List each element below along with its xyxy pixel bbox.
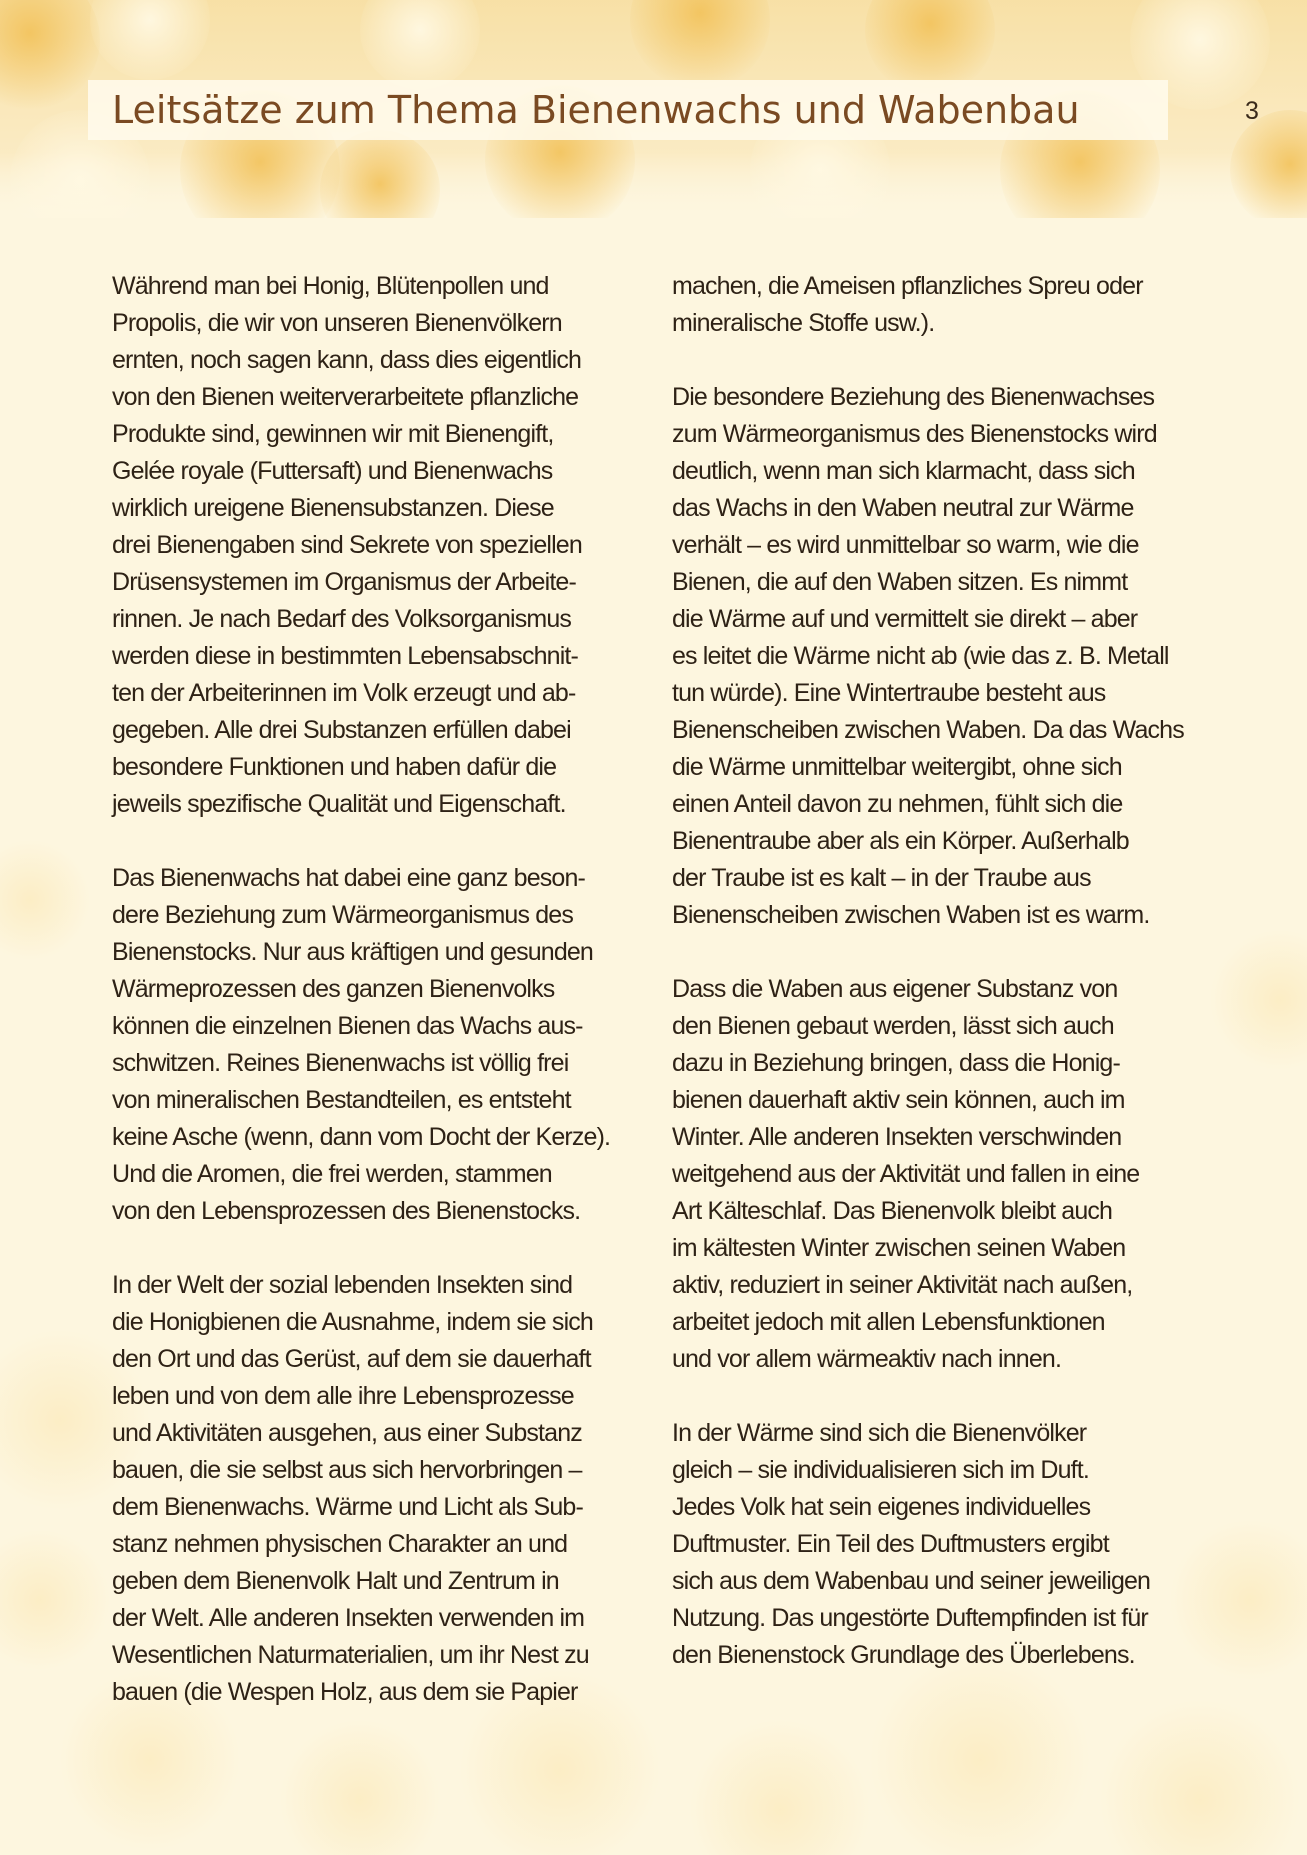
page-number: 3 bbox=[1245, 97, 1259, 125]
text-line: In der Wärme sind sich die Bienenvölker bbox=[672, 1419, 1087, 1447]
text-line: bauen (die Wespen Holz, aus dem sie Papier bbox=[112, 1678, 578, 1706]
text-line: bauen, die sie selbst aus sich hervorbringen – bbox=[112, 1456, 582, 1484]
text-line: es leitet die Wärme nicht ab (wie das z. B. Metall bbox=[672, 642, 1169, 670]
paragraph-left-2 bbox=[112, 860, 640, 1230]
text-line: tun würde). Eine Wintertraube besteht aus bbox=[672, 679, 1106, 707]
text-line: Duftmuster. Ein Teil des Duftmusters ergibt bbox=[672, 1530, 1109, 1558]
text-line: Während man bei Honig, Blütenpollen und bbox=[112, 272, 549, 300]
text-line: Art Kälteschlaf. Das Bienenvolk bleibt auch bbox=[672, 1197, 1113, 1225]
text-line: von mineralischen Bestandteilen, es entsteht bbox=[112, 1086, 571, 1114]
text-line: und Aktivitäten ausgehen, aus einer Substanz bbox=[112, 1419, 582, 1447]
text-line: schwitzen. Reines Bienenwachs ist völlig frei bbox=[112, 1049, 569, 1077]
text-line: rinnen. Je nach Bedarf des Volksorganismus bbox=[112, 605, 572, 633]
text-line: im kältesten Winter zwischen seinen Waben bbox=[672, 1234, 1126, 1262]
text-line: aktiv, reduziert in seiner Aktivität nach außen, bbox=[672, 1271, 1133, 1299]
text-column-right bbox=[672, 268, 1208, 1711]
text-line: weitgehend aus der Aktivität und fallen in eine bbox=[672, 1160, 1140, 1188]
text-line: Bienenscheiben zwischen Waben. Da das Wachs bbox=[672, 716, 1184, 744]
text-line: Wesentlichen Naturmaterialien, um ihr Nest zu bbox=[112, 1641, 589, 1669]
text-line: Propolis, die wir von unseren Bienenvölkern bbox=[112, 309, 562, 337]
paragraph-left-1 bbox=[112, 268, 640, 823]
text-line: von den Lebensprozessen des Bienenstocks. bbox=[112, 1197, 581, 1225]
text-line: geben dem Bienenvolk Halt und Zentrum in bbox=[112, 1567, 559, 1595]
text-line: Drüsensystemen im Organismus der Arbeite- bbox=[112, 568, 576, 596]
text-line: den Bienenstock Grundlage des Überlebens. bbox=[672, 1641, 1135, 1669]
text-line: zum Wärmeorganismus des Bienenstocks wird bbox=[672, 420, 1157, 448]
text-line: Jedes Volk hat sein eigenes individuelles bbox=[672, 1493, 1091, 1521]
paragraph-right-2 bbox=[672, 379, 1208, 934]
paragraph-left-3 bbox=[112, 1267, 640, 1711]
text-line: Wärmeprozessen des ganzen Bienenvolks bbox=[112, 975, 555, 1003]
text-line: der Traube ist es kalt – in der Traube aus bbox=[672, 864, 1091, 892]
text-line: machen, die Ameisen pflanzliches Spreu oder bbox=[672, 272, 1143, 300]
text-line: In der Welt der sozial lebenden Insekten sind bbox=[112, 1271, 573, 1299]
text-line: Dass die Waben aus eigener Substanz von bbox=[672, 975, 1118, 1003]
text-line: leben und von dem alle ihre Lebensprozesse bbox=[112, 1382, 574, 1410]
text-line: bienen dauerhaft aktiv sein können, auch im bbox=[672, 1086, 1125, 1114]
text-line: Bienenscheiben zwischen Waben ist es warm. bbox=[672, 901, 1150, 929]
text-line: werden diese in bestimmten Lebensabschnit- bbox=[112, 642, 578, 670]
text-line: dazu in Beziehung bringen, dass die Honig- bbox=[672, 1049, 1120, 1077]
text-line: sich aus dem Wabenbau und seiner jeweiligen bbox=[672, 1567, 1151, 1595]
paragraph-right-4 bbox=[672, 1415, 1208, 1674]
text-column-left bbox=[112, 268, 640, 1748]
text-line: gegeben. Alle drei Substanzen erfüllen dabei bbox=[112, 716, 571, 744]
paragraph-right-1 bbox=[672, 268, 1208, 342]
text-line: und vor allem wärmeaktiv nach innen. bbox=[672, 1345, 1062, 1373]
text-line: gleich – sie individualisieren sich im Duft. bbox=[672, 1456, 1089, 1484]
text-line: von den Bienen weiterverarbeitete pflanzliche bbox=[112, 383, 579, 411]
text-line: arbeitet jedoch mit allen Lebensfunktionen bbox=[672, 1308, 1105, 1336]
text-line: verhält – es wird unmittelbar so warm, wie die bbox=[672, 531, 1139, 559]
text-line: die Honigbienen die Ausnahme, indem sie sich bbox=[112, 1308, 593, 1336]
text-line: Bienen, die auf den Waben sitzen. Es nimmt bbox=[672, 568, 1128, 596]
text-line: deutlich, wenn man sich klarmacht, dass sich bbox=[672, 457, 1135, 485]
text-line: Bienentraube aber als ein Körper. Außerhalb bbox=[672, 827, 1129, 855]
paragraph-right-3 bbox=[672, 971, 1208, 1378]
text-line: wirklich ureigene Bienensubstanzen. Diese bbox=[112, 494, 554, 522]
text-line: besondere Funktionen und haben dafür die bbox=[112, 753, 557, 781]
text-line: können die einzelnen Bienen das Wachs aus- bbox=[112, 1012, 583, 1040]
text-line: jeweils spezifische Qualität und Eigenschaft. bbox=[112, 790, 566, 818]
text-line: Die besondere Beziehung des Bienenwachses bbox=[672, 383, 1155, 411]
text-line: einen Anteil davon zu nehmen, fühlt sich die bbox=[672, 790, 1123, 818]
text-line: Gelée royale (Futtersaft) und Bienenwachs bbox=[112, 457, 553, 485]
text-line: dem Bienenwachs. Wärme und Licht als Sub- bbox=[112, 1493, 583, 1521]
text-line: Nutzung. Das ungestörte Duftempfinden ist für bbox=[672, 1604, 1148, 1632]
text-line: dere Beziehung zum Wärmeorganismus des bbox=[112, 901, 573, 929]
text-line: Winter. Alle anderen Insekten verschwinden bbox=[672, 1123, 1122, 1151]
text-line: der Welt. Alle anderen Insekten verwenden im bbox=[112, 1604, 585, 1632]
text-line: keine Asche (wenn, dann vom Docht der Kerze). bbox=[112, 1123, 611, 1151]
text-line: Und die Aromen, die frei werden, stammen bbox=[112, 1160, 552, 1188]
text-line: die Wärme auf und vermittelt sie direkt – aber bbox=[672, 605, 1138, 633]
text-line: das Wachs in den Waben neutral zur Wärme bbox=[672, 494, 1134, 522]
text-line: drei Bienengaben sind Sekrete von speziellen bbox=[112, 531, 582, 559]
text-line: die Wärme unmittelbar weitergibt, ohne sich bbox=[672, 753, 1122, 781]
text-line: den Ort und das Gerüst, auf dem sie dauerhaft bbox=[112, 1345, 591, 1373]
text-line: ernten, noch sagen kann, dass dies eigentlich bbox=[112, 346, 582, 374]
text-line: Bienenstocks. Nur aus kräftigen und gesunden bbox=[112, 938, 593, 966]
text-line: Das Bienenwachs hat dabei eine ganz beson- bbox=[112, 864, 585, 892]
text-line: mineralische Stoffe usw.). bbox=[672, 309, 935, 337]
text-line: Produkte sind, gewinnen wir mit Bienengift, bbox=[112, 420, 554, 448]
text-line: stanz nehmen physischen Charakter an und bbox=[112, 1530, 568, 1558]
page-title: Leitsätze zum Thema Bienenwachs und Wabenbau bbox=[112, 88, 1080, 132]
text-line: den Bienen gebaut werden, lässt sich auch bbox=[672, 1012, 1114, 1040]
text-line: ten der Arbeiterinnen im Volk erzeugt und ab- bbox=[112, 679, 576, 707]
